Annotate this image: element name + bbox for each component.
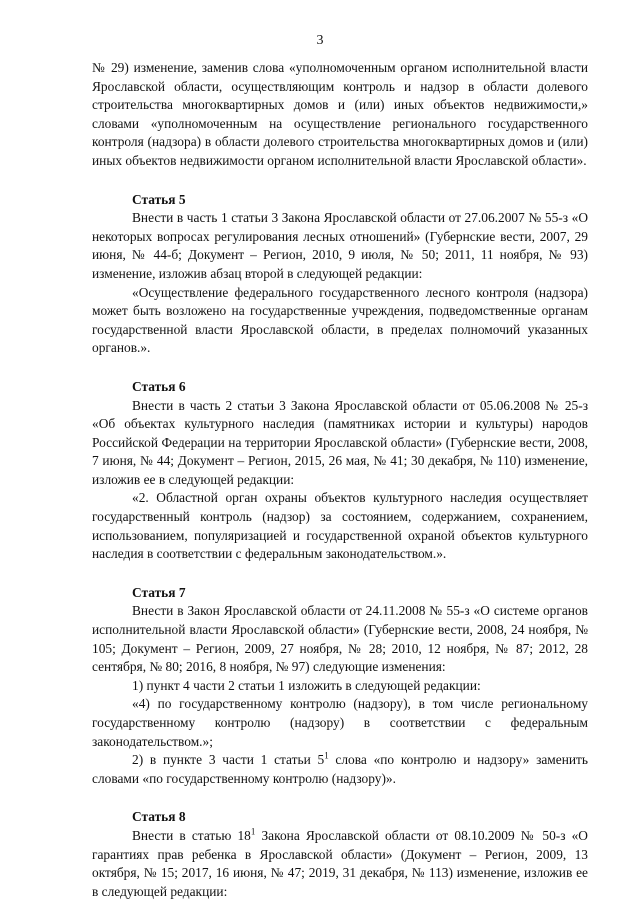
article-8-paragraph-1	[92, 827, 588, 901]
article-8-p1-text-end: Закона Ярославской области от 08.10.2009 № 50-з «О гарантиях прав ребенка в Ярославской области» (Документ – Регион, 2009, 13 октября, № 15; 2017, 16 июня, № 47; 2019, 31 декабря, № 113) изменение, изложив ее в следующей редакции:	[92, 827, 588, 899]
article-7-paragraph-3: «4) по государственному контролю (надзору), в том числе региональному государственному контролю (надзору) в соответствии с федеральным законодательством.»;	[92, 696, 588, 749]
page-number: 3	[316, 33, 324, 48]
article-7-paragraph-1: Внести в Закон Ярославской области от 24.11.2008 № 55-з «О системе органов исполнительной власти Ярославской области» (Губернские вести, 2008, 24 ноября, № 105; Документ – Регион, 2009, 27 ноября, № 28; 2010, 12 ноября, № 87; 2012, 28 сентября, № 80; 2016, 8 ноября, № 97) следующие изменения:	[92, 603, 588, 675]
article-6-heading: Статья 6	[132, 378, 186, 394]
document-body	[92, 59, 588, 901]
article-7-heading: Статья 7	[132, 584, 186, 600]
article-5-heading: Статья 5	[132, 191, 186, 207]
article-8-p1-text-start: Внести в статью 18	[132, 827, 251, 843]
article-5-paragraph-2: «Осуществление федерального государственного лесного контроля (надзора) может быть возложено на государственные учреждения, подведомственные органам государственной власти Ярославской области, в пределах полномочий указанных органов.».	[92, 284, 588, 356]
article-6-paragraph-1: Внести в часть 2 статьи 3 Закона Ярославской области от 05.06.2008 № 25-з «Об объектах культурного наследия (памятниках истории и культуры) народов Российской Федерации на территории Ярославской области» (Губернские вести, 2008, 7 июня, № 44; Документ – Регион, 2015, 26 мая, № 41; 30 декабря, № 110) изменение, изложив ее в следующей редакции:	[92, 397, 588, 487]
article-7-p4-text-start: 2) в пункте 3 части 1 статьи 5	[132, 752, 325, 768]
article-8-p1-superscript: 1	[250, 826, 256, 837]
intro-paragraph: № 29) изменение, заменив слова «уполномоченным органом исполнительной власти Ярославской области, осуществляющим контроль и надзор в области долевого строительства многоквартирных домов и (или) иных объектов недвижимости,» словами «уполномоченным на осуществление регионального государственного контроля (надзора) в области долевого строительства многоквартирных домов и (или) иных объектов недвижимости органом исполнительной власти Ярославской области».	[92, 60, 588, 168]
article-6-paragraph-2: «2. Областной орган охраны объектов культурного наследия осуществляет государственный контроль (надзор) за состоянием, содержанием, сохранением, использованием, популяризацией и государственной охраной объектов культурного наследия в соответствии с федеральным законодательством.».	[92, 490, 588, 562]
article-7-p4-text-end: слова «по контролю и надзору» заменить словами «по государственному контролю (надзору)».	[92, 752, 589, 786]
article-8-heading: Статья 8	[132, 809, 186, 825]
article-7-paragraph-4	[92, 751, 588, 788]
article-7-p4-superscript: 1	[324, 750, 329, 761]
article-7-paragraph-2: 1) пункт 4 части 2 статьи 1 изложить в следующей редакции:	[132, 677, 481, 693]
article-5-paragraph-1: Внести в часть 1 статьи 3 Закона Ярославской области от 27.06.2007 № 55-з «О некоторых вопросах регулирования лесных отношений» (Губернские вести, 2007, 29 июня, № 44-б; Документ – Регион, 2010, 9 июля, № 50; 2011, 11 ноября, № 93) изменение, изложив абзац второй в следующей редакции:	[92, 210, 588, 281]
